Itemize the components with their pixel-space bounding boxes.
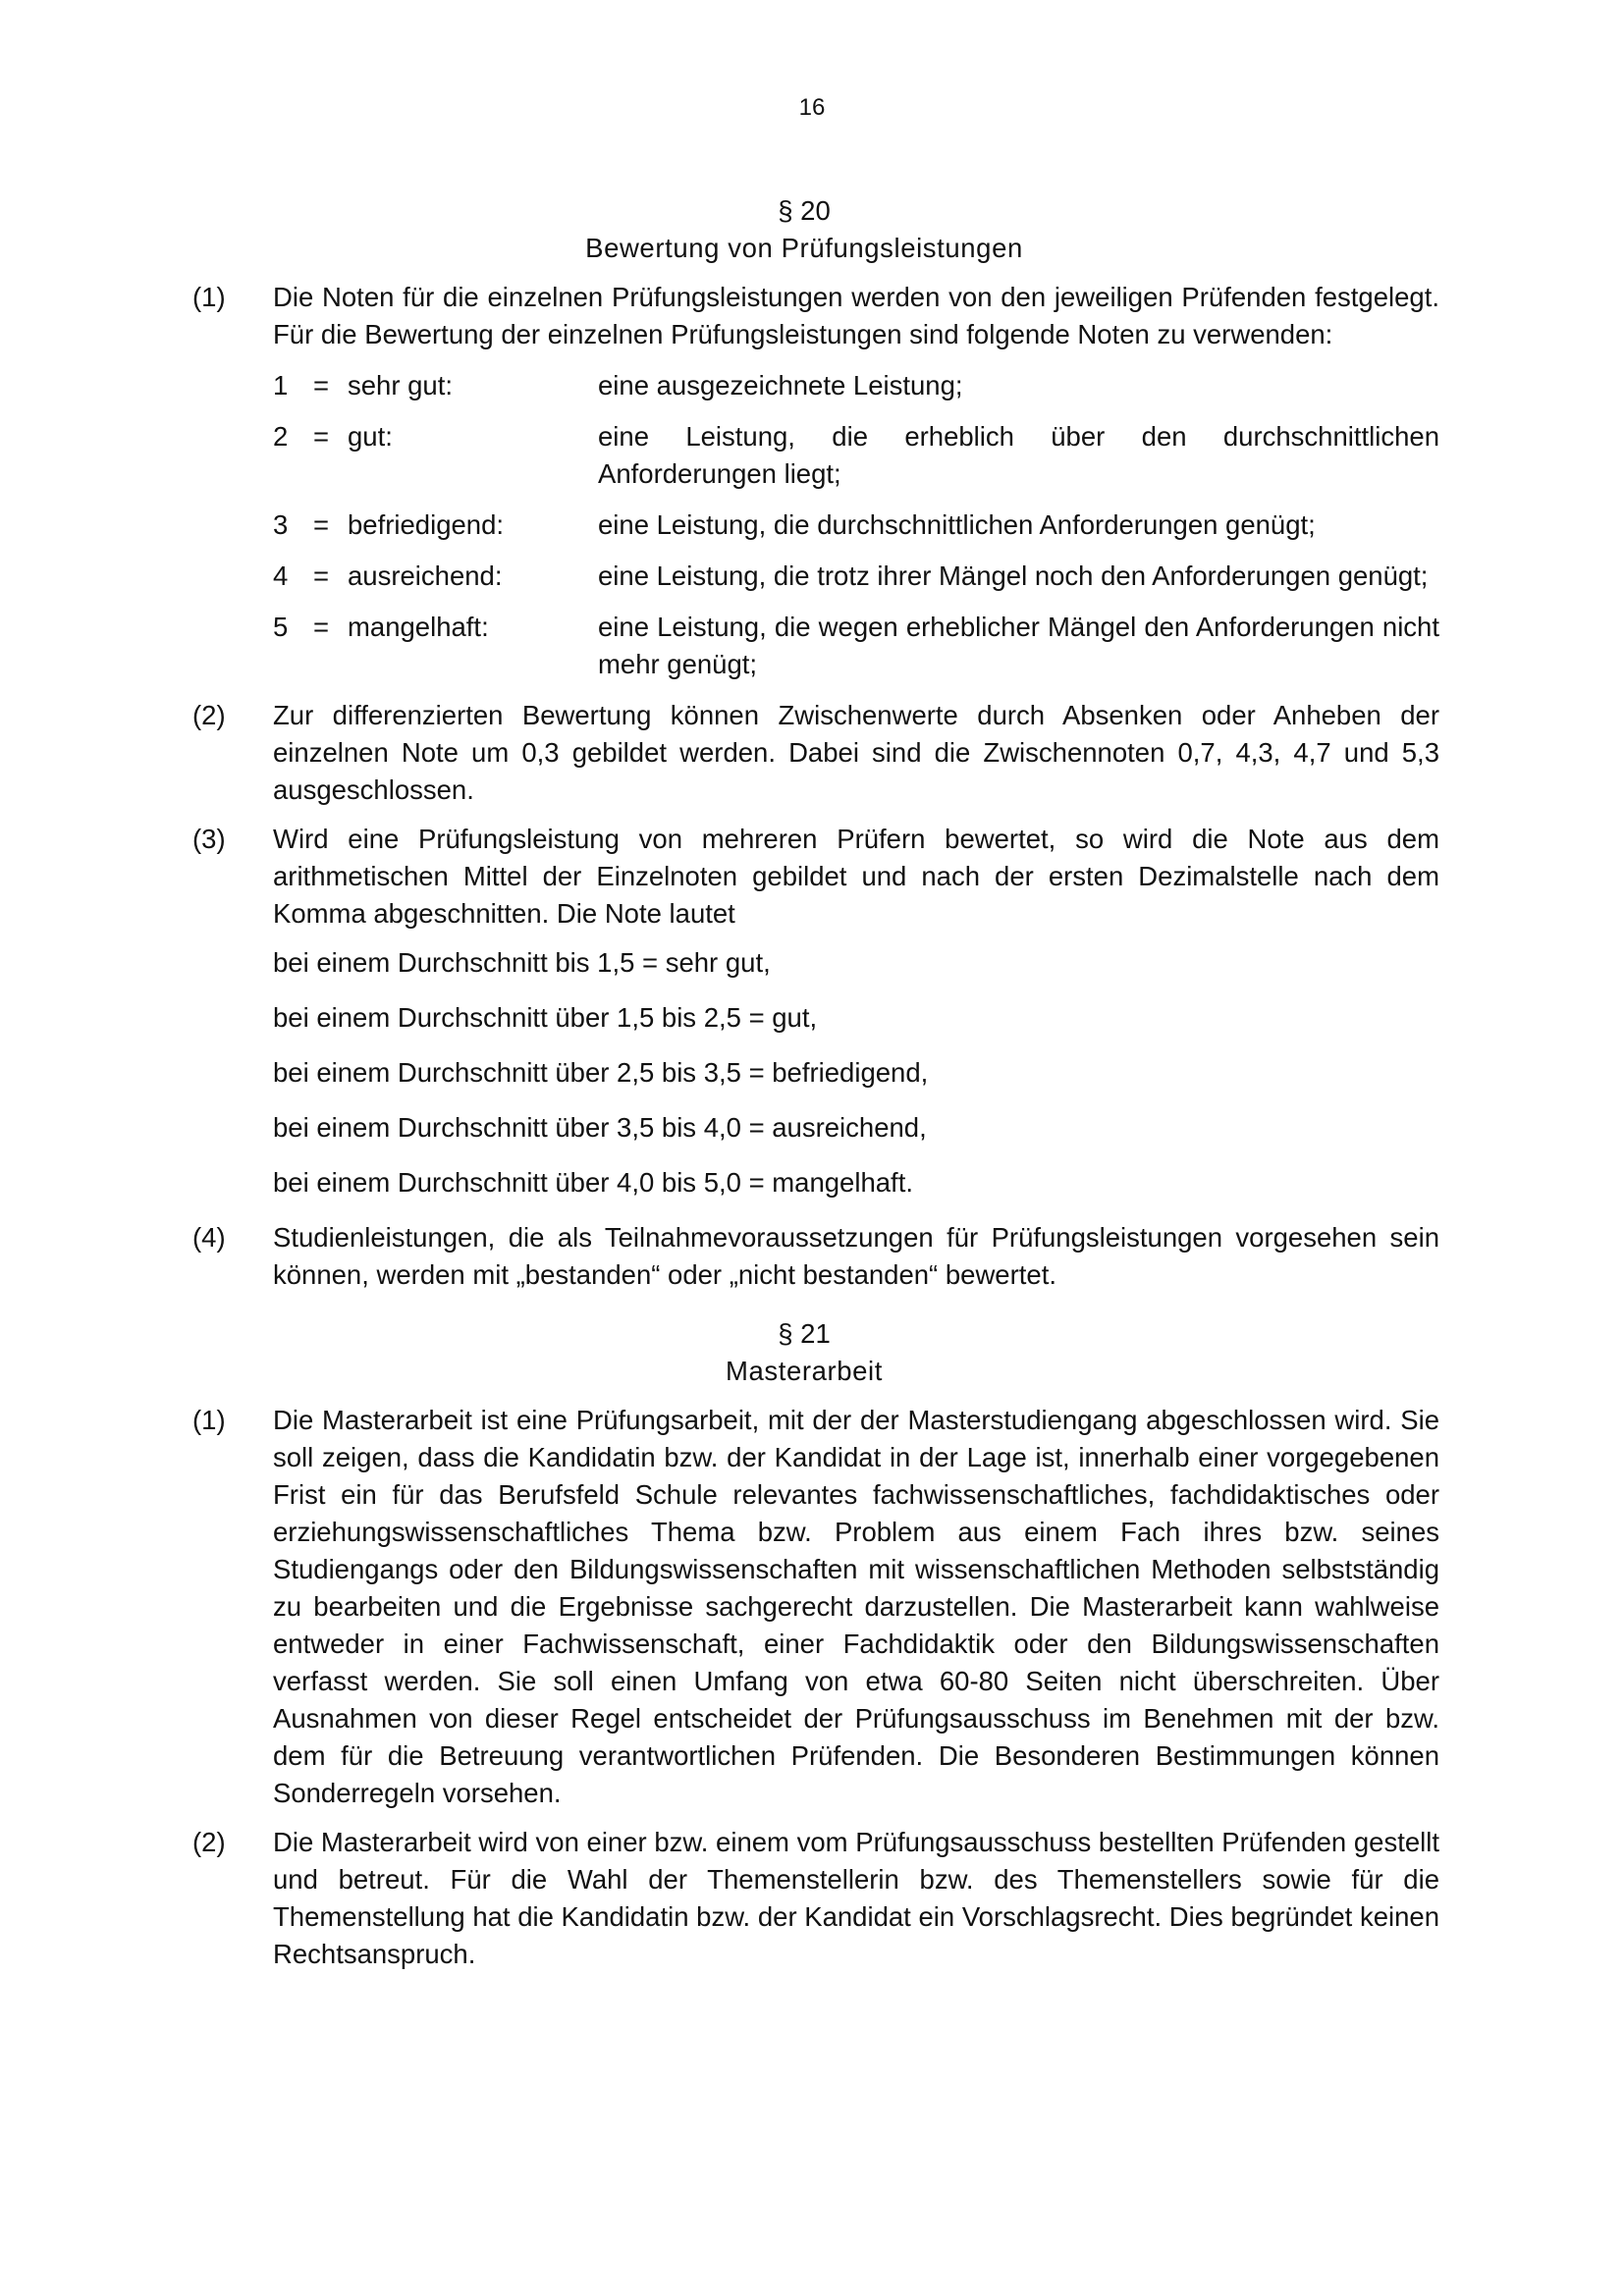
grade-name: gut: <box>348 421 393 452</box>
section-21-heading <box>169 1315 1439 1390</box>
grade-description: eine Leistung, die trotz ihrer Mängel noch den Anforderungen genügt; <box>598 561 1429 591</box>
paragraph-text: Die Noten für die einzelnen Prüfungsleistungen werden von den jeweiligen Prüfenden festgelegt. Für die Bewertung der einzelnen Prüfungsleistungen sind folgende Noten zu verwenden: <box>273 282 1439 349</box>
paragraph-text: Wird eine Prüfungsleistung von mehreren Prüfern bewertet, so wird die Note aus dem arithmetischen Mittel der Einzelnoten gebildet und nach der ersten Dezimalstelle nach dem Komma abgeschnitten. Die Note lautet <box>273 824 1439 929</box>
grade-description: eine Leistung, die erheblich über den durchschnittlichen Anforderungen liegt; <box>598 421 1439 489</box>
page-content <box>192 192 1439 1973</box>
grade-name: sehr gut: <box>348 370 454 400</box>
section-21-title: Masterarbeit <box>725 1356 884 1386</box>
grade-number: 4 <box>273 561 289 591</box>
grade-description: eine Leistung, die durchschnittlichen Anforderungen genügt; <box>598 509 1316 540</box>
grade-name: mangelhaft: <box>348 612 489 642</box>
paragraph-number: (2) <box>192 1827 226 1857</box>
average-grade-line: bei einem Durchschnitt über 1,5 bis 2,5 = gut, <box>273 1002 818 1033</box>
section-20-number: § 20 <box>778 195 831 226</box>
section-20-paragraph-2 <box>192 697 1439 809</box>
section-20-paragraph-4 <box>192 1219 1439 1294</box>
paragraph-number: (2) <box>192 700 226 730</box>
grade-equals: = <box>312 612 330 642</box>
grade-row <box>273 609 1439 683</box>
grade-row <box>273 558 1439 595</box>
paragraph-number: (3) <box>192 824 226 854</box>
grade-row <box>273 507 1439 544</box>
average-grade-line: bei einem Durchschnitt bis 1,5 = sehr gut, <box>273 947 771 978</box>
grade-number: 5 <box>273 612 289 642</box>
grade-scale-list <box>273 367 1439 683</box>
section-21-paragraph-2 <box>192 1824 1439 1973</box>
section-20-paragraph-1 <box>192 279 1439 353</box>
grade-number: 1 <box>273 370 289 400</box>
grade-number: 3 <box>273 509 289 540</box>
section-20-title: Bewertung von Prüfungsleistungen <box>585 233 1023 263</box>
paragraph-number: (1) <box>192 282 226 312</box>
paragraph-text: Zur differenzierten Bewertung können Zwischenwerte durch Absenken oder Anheben der einzelnen Note um 0,3 gebildet werden. Dabei sind die Zwischennoten 0,7, 4,3, 4,7 und 5,3 ausgeschlossen. <box>273 700 1439 805</box>
grade-number: 2 <box>273 421 289 452</box>
paragraph-text: Die Masterarbeit ist eine Prüfungsarbeit, mit der der Masterstudiengang abgeschlossen wird. Sie soll zeigen, dass die Kandidatin bzw. der Kandidat in der Lage ist, innerhalb einer vorgegebenen Frist ein für das Berufsfeld Schule relevantes fachwissenschaftliches, fachdidaktisches oder erziehungswissenschaftliches Thema bzw. Problem aus einem Fach ihres bzw. seines Studiengangs oder den Bildungswissenschaften mit wissenschaftlichen Methoden selbstständig zu bearbeiten und die Ergebnisse sachgerecht darzustellen. Die Masterarbeit kann wahlweise entweder in einer Fachwissenschaft, einer Fachdidaktik oder den Bildungswissenschaften verfasst werden. Sie soll einen Umfang von etwa 60-80 Seiten nicht überschreiten. Über Ausnahmen von dieser Regel entscheidet der Prüfungsausschuss im Benehmen mit der bzw. dem für die Betreuung verantwortlichen Prüfenden. Die Besonderen Bestimmungen können Sonderregeln vorsehen. <box>273 1405 1439 1808</box>
average-grade-line: bei einem Durchschnitt über 3,5 bis 4,0 = ausreichend, <box>273 1112 927 1143</box>
grade-row <box>273 418 1439 493</box>
paragraph-number: (1) <box>192 1405 226 1435</box>
paragraph-text: Die Masterarbeit wird von einer bzw. einem vom Prüfungsausschuss bestellten Prüfenden gestellt und betreut. Für die Wahl der Themenstellerin bzw. des Themenstellers sowie für die Themenstellung hat die Kandidatin bzw. der Kandidat ein Vorschlagsrecht. Dies begründet keinen Rechtsanspruch. <box>273 1827 1439 1969</box>
average-grade-line: bei einem Durchschnitt über 2,5 bis 3,5 = befriedigend, <box>273 1057 929 1088</box>
grade-name: befriedigend: <box>348 509 505 540</box>
paragraph-number: (4) <box>192 1222 226 1253</box>
section-20-heading <box>169 192 1439 267</box>
section-21-paragraph-1 <box>192 1402 1439 1812</box>
grade-row <box>273 367 1439 404</box>
paragraph-text: Studienleistungen, die als Teilnahmevoraussetzungen für Prüfungsleistungen vorgesehen sein können, werden mit „bestanden“ oder „nicht bestanden“ bewertet. <box>273 1222 1439 1290</box>
grade-equals: = <box>312 370 330 400</box>
section-20-paragraph-3 <box>192 821 1439 933</box>
grade-description: eine ausgezeichnete Leistung; <box>598 370 963 400</box>
average-grade-list <box>273 944 1439 1201</box>
grade-description: eine Leistung, die wegen erheblicher Mängel den Anforderungen nicht mehr genügt; <box>598 612 1439 679</box>
grade-name: ausreichend: <box>348 561 503 591</box>
average-grade-line: bei einem Durchschnitt über 4,0 bis 5,0 = mangelhaft. <box>273 1167 913 1198</box>
page-number: 16 <box>798 94 826 121</box>
grade-equals: = <box>312 509 330 540</box>
grade-equals: = <box>312 421 330 452</box>
section-21-number: § 21 <box>778 1318 831 1349</box>
grade-equals: = <box>312 561 330 591</box>
